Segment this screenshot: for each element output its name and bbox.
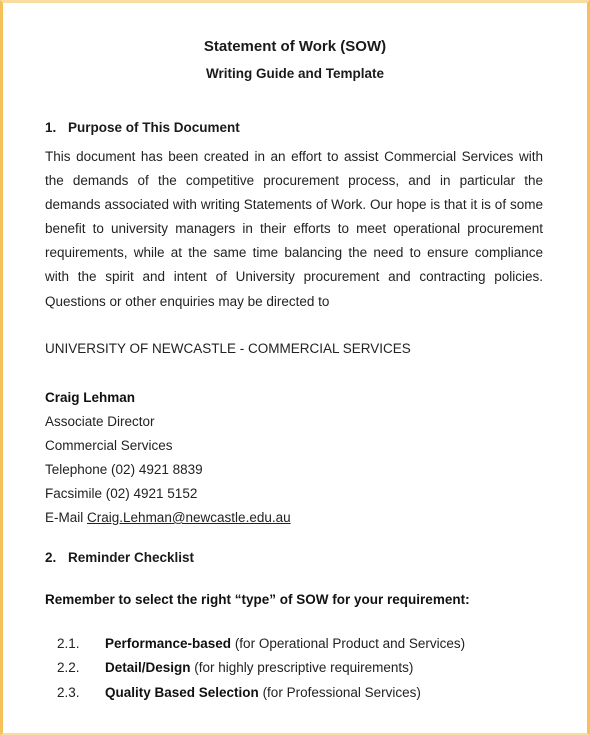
checklist-item-note: (for Operational Product and Services) [231,636,466,651]
checklist-item-label: Detail/Design [105,660,191,675]
section-1-heading [45,120,240,135]
checklist-item [57,660,413,675]
checklist-item-label: Quality Based Selection [105,685,259,700]
section-1-body: This document has been created in an effort to assist Commercial Services with the demands of the competitive procurement process, and in particular the demands associated with writing Statements of Work. Our hope is that it is of some benefit to university managers in their efforts to meet operational procurement requirements, while at the same time balancing the need to ensure compliance with the spirit and intent of University procurement and contracting policies. Questions or other enquiries may be directed to [45,149,543,309]
section-1-title: Purpose of This Document [68,120,240,135]
section-1-number: 1. [45,120,57,135]
section-2-heading [45,550,194,565]
contact-department: Commercial Services [45,438,173,453]
checklist-instruction: Remember to select the right “type” of SOW for your requirement: [45,592,470,607]
contact-telephone: Telephone (02) 4921 8839 [45,462,203,477]
section-2-title: Reminder Checklist [68,550,195,565]
checklist-item-number: 2.2. [57,660,80,675]
document-subtitle: Writing Guide and Template [205,66,384,81]
checklist-item [57,636,465,651]
checklist-item-note: (for Professional Services) [258,685,421,700]
checklist-item [57,685,421,700]
email-label: E-Mail [45,510,84,525]
checklist-item-note: (for highly prescriptive requirements) [190,660,414,675]
organization-name: UNIVERSITY OF NEWCASTLE - COMMERCIAL SERVICES [45,341,411,356]
checklist-item-number: 2.1. [57,636,80,651]
contact-email-row [45,510,291,525]
checklist-item-number: 2.3. [57,685,80,700]
checklist-item-label: Performance-based [105,636,232,651]
section-2-number: 2. [45,550,57,565]
contact-facsimile: Facsimile (02) 4921 5152 [45,486,198,501]
email-link[interactable]: Craig.Lehman@newcastle.edu.au [87,510,291,525]
contact-name: Craig Lehman [45,390,136,405]
contact-position: Associate Director [45,414,155,429]
document-title: Statement of Work (SOW) [203,38,387,55]
